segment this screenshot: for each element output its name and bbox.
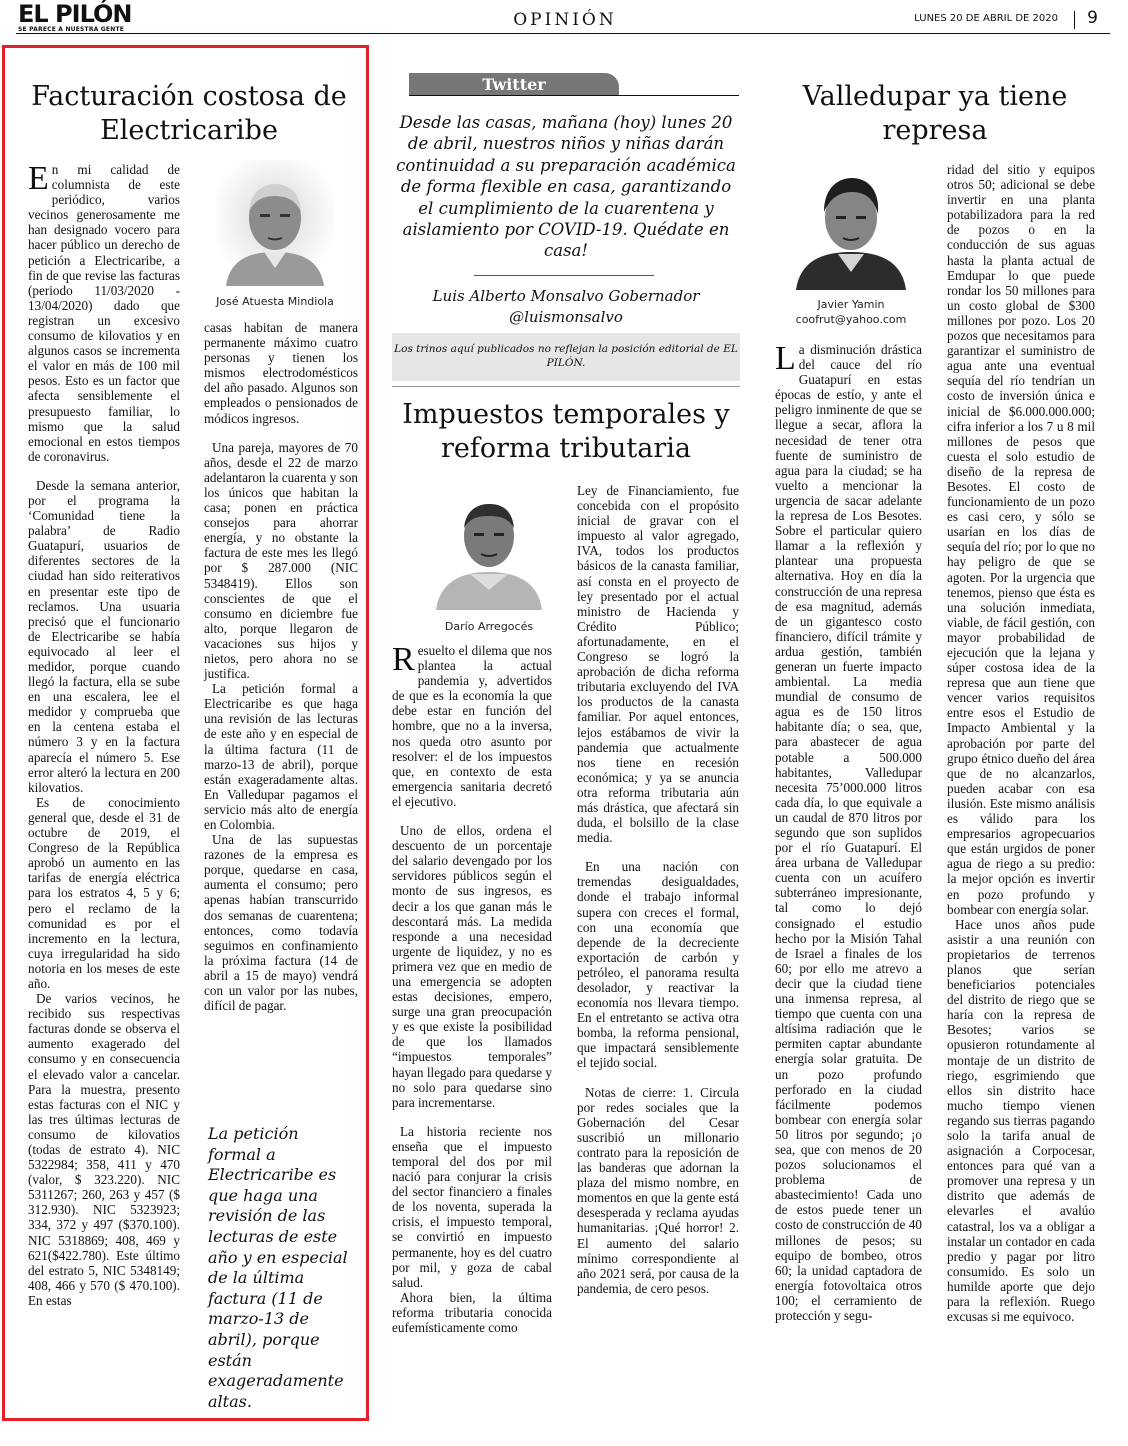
article2-col1-para-3: La historia reciente nos enseña que el impuesto temporal del dos por mil nació para conjurar la crisis del sector financiero a finales de los noventa, superada la crisis, el impuesto temporal, se convirtió en impuesto permanente, hoy es del cuatro por mil, y goza de cabal salud. xyxy=(392,1123,552,1290)
twitter-rule xyxy=(409,95,739,96)
page-date: LUNES 20 DE ABRIL DE 2020 xyxy=(914,13,1058,24)
article1-col2-para-4: Una de las supuestas razones de la empresa es porque, quedarse en casa, aumenta el consumo; pero apenas habían transcurrido dos semanas de cuarentena; entonces, como todavía seguimos en confinamiento la próxima factura (14 de abril a 15 de mayo) vendrá con un valor por las nubes, difícil de pagar. xyxy=(204,832,358,1014)
article3-author-email: coofrut@yahoo.com xyxy=(795,313,907,326)
tweet-separator xyxy=(474,275,654,276)
article1-column-2 xyxy=(204,320,358,1013)
article1-col1-para-4: De varios vecinos, he recibido sus respectivas facturas donde se observa el aumento exagerado del consumo y en consecuencia el elevado valor a cancelar. Para la muestra, presento estas facturas con el NIC y las tres últimas lecturas de consumo de kilovatios (todas de estrato 4). NIC 5322984; 358, 411 y 470 (valor, $ 323.220). NIC 5311267; 260, 263 y 457 ($ 312.930). NIC 5323923; 334, 372 y 497 ($370.100). NIC 5318869; 408, 469 y 621($422.780). Este último del estrato 5, NIC 5348149; 408, 466 y 570 ($ 470.100). En estas xyxy=(28,991,180,1308)
article2-col2-para-1: Ley de Financiamiento, fue concebida con el propósito inicial de gravar con el impuesto al valor agregado, IVA, todos los productos básicos de la canasta familiar, así consta en el proyecto de ley presentado por el actual ministro de Hacienda y Crédito Público; afortunadamente, en el Congreso se logró la aprobación de dicha reforma tributaria excluyendo del IVA los productos de la canasta familiar. Por aquel entonces, lejos estábamos de vivir la pandemia que actualmente nos tiene en recesión económica; y ya se anuncia otra reforma tributaria aún más drástica, que afectará sin duda, el bolsillo de la clase media. xyxy=(577,483,739,846)
tweet-author-block xyxy=(392,286,740,328)
article3-col1-para-1 xyxy=(775,342,922,1323)
twitter-tab: Twitter xyxy=(409,73,619,96)
article1-pull-quote: La petición formal a Electricaribe es que haga una revisión de las lecturas de este año y en especial de la última factura (11 de marzo-13 de abril), porque están exageradamente altas. xyxy=(208,1124,348,1411)
article2-title: Impuestos temporales y reforma tributaria xyxy=(402,399,730,464)
article2-col1-para-1-text: esuelto el dilema que nos plantea la actual pandemia y, advertidos de que es la economía la que debe estar en función del hombre, que no a la inversa, nos queda otro asunto por resolver: el de los impuestos que, en contexto de esta emergencia sanitaria decretó el ejecutivo. xyxy=(392,643,552,809)
article1-column-1 xyxy=(28,162,180,1308)
header-divider xyxy=(1074,11,1075,29)
article3-col1-para-1-text: a disminución drástica del cauce del río Guatapurí en estas épocas de estío, y ante el peligro inminente de que se llegue a secar, aflora la necesidad de tener otra fuente de suministro de agua para la ciudad; se ha vuelto a mencionar la urgencia de sacar adelante la represa de Los Besotes. Sobre el particular quiero llamar a la reflexión y plantear una propuesta alternativa. Hoy en día la construcción de una represa de esa magnitud, además de un gigantesco costo financiero, difícil trámite y ardua gestión, también generan un fuerte impacto ambiental. La media mundial de consumo de agua es de 150 litros habitante día; o sea, que, para abastecer de agua potable a 500.000 habitantes, Valledupar necesita 75’000.000 litros cada día, lo que equivale a un caudal de 870 litros por segundo que son suplidos por el río Guatapurí. El área urbana de Valledupar cuenta con un acuífero subterráneo impresionante, tal como lo dejó consignado el estudio hecho por la Misión Tahal de Israel a finales de los 60; por ello me atrevo a decir que la ciudad tiene una inmensa represa, al tiempo que cuenta con una altísima radiación que le permiten captar abundante energía solar gratuita. De un pozo profundo perforado en la ciudad fácilmente podemos bombear con energía solar 50 litros por segundo; ¡o sea, que con menos de 20 pozos solucionamos el problema de abastecimiento! Cada uno de estos puede tener un costo de construcción de 40 millones de pesos; su equipo de bombeo, otros 60; la unidad captadora de energía fotovoltaica otros 100; el cerramiento de protección y segu- xyxy=(775,342,922,1323)
section-title: OPINIÓN xyxy=(513,10,617,30)
logo-tagline: SE PARECE A NUESTRA GENTE xyxy=(18,26,125,33)
header-rule xyxy=(16,33,1110,34)
drop-cap: E xyxy=(28,160,49,197)
twitter-disclaimer: Los trinos aquí publicados no reflejan la posición editorial de EL PILÓN. xyxy=(392,333,740,381)
article3-col2-para-2: Hace unos años pude asistir a una reunión con propietarios de terrenos planos que serían beneficiarios potenciales del distrito de riego que se haría con la represa de Besotes; varios se opusieron rotundamente al montaje de un distrito de riego, esgrimiendo que ellos sin distrito hace mucho tiempo vienen regando sus tierras pagando solo la tarifa anual de asignación a Corpocesar, entonces para qué van a promover una represa y un distrito que además de elevarles el avalúo catastral, los va a obligar a instalar un contador en cada predio y pagar por litro consumido. Es solo un humilde aporte que dejo para la reflexión. Ruego excusas si me equivoco. xyxy=(947,916,1095,1325)
article2-author-caption: Darío Arregocés xyxy=(444,620,534,633)
article2-column-1 xyxy=(392,643,552,1335)
article3-author-photo xyxy=(792,160,910,290)
article1-author-caption: José Atuesta Mindiola xyxy=(216,295,334,308)
article1-col2-para-2: Una pareja, mayores de 70 años, desde el 22 de marzo adelantaron la cuarenta y son los únicos que habitan la casa; ponen en práctica consejos para ahorrar energía, y no obstante la factura de este mes les llegó por $ 287.000 (NIC 5348419). Ellos son conscientes de que el consumo en diciembre fue alto, porque llegaron de vacaciones sus hijos y nietos, pero ahora no se justifica. xyxy=(204,439,358,682)
article3-col2-para-1: ridad del sitio y equipos otros 50; adicional se debe invertir en una planta potabilizadora para la red de pozos o en la conducción de sus aguas hasta la planta actual de Emdupar lo que puede rondar los 50 millones para un costo global de $300 millones por pozo. Los 20 pozos que necesitamos para garantizar el suministro de agua ante una eventual sequía del río tendrían un costo de inversión única e inicial de $6.000.000.000; cifra inferior a los 7 u 8 mil millones de pesos que cuesta el solo estudio de diseño de la represa de Besotes. El costo de funcionamiento de un pozo es casi cero, y sólo se usarían en los días de sequía del río; por lo que no hay peligro de que se agoten. Por la urgencia que tenemos, pienso que ésta es una solución inmediata, viable, de fácil gestión, con mayor probabilidad de ejecución que la lejana y súper costosa idea de la represa que aun tiene que vencer varios requisitos entre esos el Estudio de Impacto Ambiental y la aprobación por parte del grupo étnico dueño del área que de no alcanzarlos, pueden acabar con esa ilusión. Este mismo análisis es válido para los empresarios agropecuarios que están urgidos de poner agua de riego a su predio: la mejor opción es invertir en pozo profundo y bombear con energía solar. xyxy=(947,162,1095,917)
drop-cap: L xyxy=(775,340,796,377)
drop-cap: R xyxy=(392,641,415,678)
tweet-handle: @luismonsalvo xyxy=(509,308,623,326)
article3-title: Valledupar ya tiene represa xyxy=(802,81,1068,146)
article1-col1-para-3: Es de conocimiento general que, desde el 31 de octubre de 2019, el Congreso de la República aprobó un aumento en las tarifas de energía eléctrica para los estratos 4, 5 y 6; pero el reclamo de la comunidad es por el incremento en la lectura, cuya irregularidad ha sido notoria en los meses de este año. xyxy=(28,794,180,991)
newspaper-logo xyxy=(18,2,138,44)
article1-title: Facturación costosa de Electricaribe xyxy=(31,81,347,146)
article2-col1-para-4: Ahora bien, la última reforma tributaria conocida eufemísticamente como xyxy=(392,1289,552,1336)
article1-col1-para-1-text: n mi calidad de columnista de este periódico, varios vecinos generosamente me han designado vocero para hacer público un derecho de petición a Electricaribe, a fin de que revise las facturas (periodo 11/03/2020 - 13/04/2020) dado que registran un excesivo consumo de kilovatios y en algunos casos se incrementa el valor en más de 100 mil pesos. Esto es un factor que afecta sensiblemente el presupuesto familiar, lo mismo que la salud emocional en estos tiempos de coronavirus. xyxy=(28,162,180,464)
tweet-author: Luis Alberto Monsalvo Gobernador xyxy=(432,287,700,305)
article1-col1-para-2: Desde la semana anterior, por el programa la ‘Comunidad tiene la palabra’ de Radio Guatapurí, usuarios de diferentes sectores de la ciudad han sido reiterativos en presentar este tipo de reclamos. Una usuaria precisó que el funcionario de Electricaribe se había equivocado al leer el medidor, porque cuando llegó la factura, ella se sube en una escalera, lee el medidor y comprueba que en la centena estaba el número 3 y en la factura aparecía el número 5. Ese error alteró la lectura en 200 kilovatios. xyxy=(28,477,180,795)
article1-col2-para-3: La petición formal a Electricaribe es que haga una revisión de las lecturas de este año y en especial de la última factura (11 de marzo-13 de abril), porque están exageradamente altas. En Valledupar pagamos el servicio más alto de energía en Colombia. xyxy=(204,681,358,832)
article2-author-photo xyxy=(430,486,548,610)
article1-col1-para-1 xyxy=(28,162,180,464)
article3-column-2 xyxy=(947,162,1095,1324)
article1-author-photo xyxy=(216,160,334,286)
article2-column-2 xyxy=(577,483,739,1296)
article2-col1-para-1 xyxy=(392,643,552,809)
article2-col1-para-2: Uno de ellos, ordena el descuento de un porcentaje del salario devengado por los servidores públicos según el monto de sus ingresos, es decir a los que ganan más le descontará más. La medida responde a una necesidad urgente de liquidez, y no es primera vez que en medio de una emergencia se adopten estas decisiones, empero, surge una gran preocupación y es que existe la posibilidad de que los llamados “impuestos temporales” hayan llegado para quedarse y no solo para quedarse sino para incrementarse. xyxy=(392,823,552,1110)
article2-col2-para-2: En una nación con tremendas desigualdades, donde el trabajo informal supera con creces el formal, con una economía que depende de la decreciente exportación de carbón y petróleo, el panorama resulta desolador, y reactivar la economía nos llevara tiempo. En el entretanto se activa otra bomba, la reforma pensional, que impactará sensiblemente el tejido social. xyxy=(577,859,739,1071)
page-number: 9 xyxy=(1087,8,1098,28)
article1-col2-para-1: casas habitan de manera permanente máximo cuatro personas y tienen los mismos electrodomésticos del año pasado. Algunos son empleados o pensionados de módicos ingresos. xyxy=(204,320,358,426)
logo-name: EL PILÓN xyxy=(18,0,132,28)
twitter-footer-rule xyxy=(392,386,740,387)
article3-author-caption: Javier Yamin xyxy=(817,298,885,311)
article2-col2-para-3: Notas de cierre: 1. Circula por redes sociales que la Gobernación del Cesar suscribió un millonario contrato para la reposición de las banderas que adornan la plaza del mismo nombre, en momentos en que la gente está desesperada y reclama ayudas humanitarias. ¡Qué horror! 2. El aumento del salario mínimo correspondiente al año 2021 será, por causa de la pandemia, de cero pesos. xyxy=(577,1084,739,1296)
article3-column-1 xyxy=(775,342,922,1323)
tweet-text: Desde las casas, mañana (hoy) lunes 20 de abril, nuestros niños y niñas darán continuidad a su preparación académica de forma flexible en casa, garantizando el cumplimiento de la cuarentena y aislamiento por COVID-19. Quédate en casa! xyxy=(396,113,736,261)
